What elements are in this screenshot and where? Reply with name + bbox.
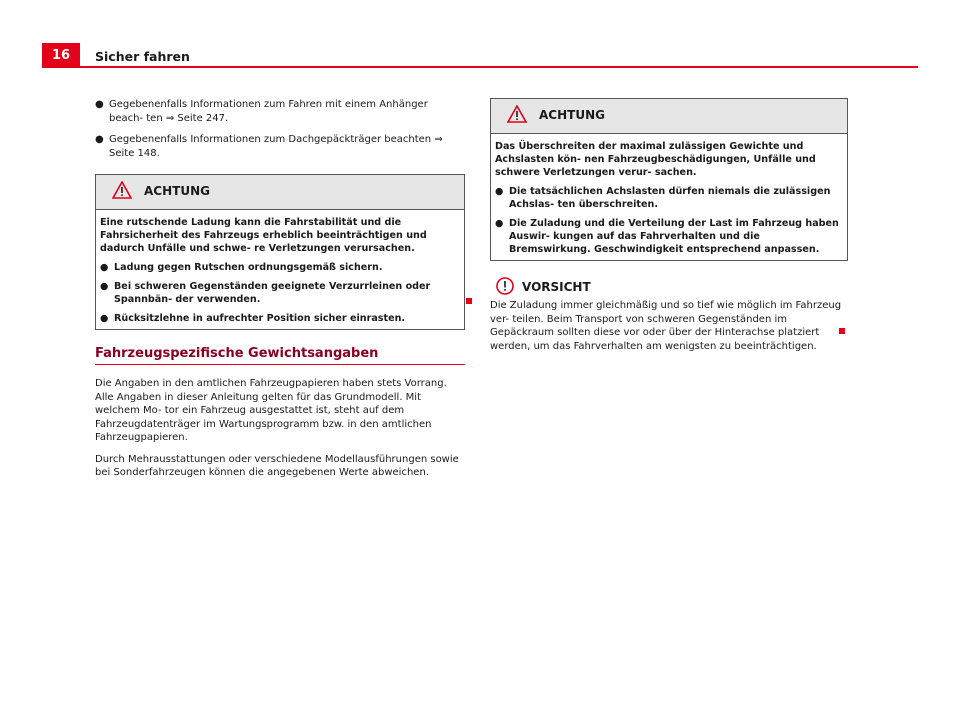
bullet-icon: ●: [495, 218, 504, 229]
bullet-icon: ●: [95, 134, 104, 145]
caution-header: [490, 277, 848, 299]
bullet-icon: ●: [495, 186, 504, 197]
list-item: ● Die tatsächlichen Achslasten dürfen niemals die zulässigen Achslas- ten überschreiten.: [495, 186, 831, 210]
list-item: ● Die Zuladung und die Verteilung der Last im Fahrzeug haben Auswir- kungen auf das Fahrverhalten und die Bremswirkung. Geschwindigkeit entsprechend anpassen.: [495, 218, 839, 255]
warning-title: ACHTUNG: [144, 184, 210, 198]
warning-title: ACHTUNG: [539, 108, 605, 122]
right-column: [490, 98, 848, 353]
bullet-icon: ●: [100, 313, 109, 324]
section-end-marker: [466, 298, 472, 304]
page-number: 16: [42, 43, 80, 67]
warning-body: [491, 134, 847, 260]
list-item: ● Bei schweren Gegenständen geeignete Verzurrleinen oder Spannbän- der verwenden.: [100, 281, 431, 305]
list-item: ● Gegebenenfalls Informationen zum Dachgepäckträger beachten ⇒ Seite 148.: [95, 134, 443, 159]
list-item: ● Gegebenenfalls Informationen zum Fahren mit einem Anhänger beach- ten ⇒ Seite 247.: [95, 99, 428, 124]
warning-header: [96, 175, 464, 210]
caution-icon: [496, 277, 514, 295]
section-end-marker: [839, 328, 845, 334]
section-body: [95, 377, 465, 488]
warning-intro: Das Überschreiten der maximal zulässigen Gewichte und Achslasten kön- nen Fahrzeugbeschädigungen, Unfälle und schwere Verletzungen verur- sachen.: [495, 141, 816, 178]
header-rule: [42, 66, 918, 68]
warning-box-left: [95, 174, 465, 330]
warning-box-right: [490, 98, 848, 261]
warning-intro: Eine rutschende Ladung kann die Fahrstabilität und die Fahrsicherheit des Fahrzeugs erheblich beeinträchtigen und dadurch Unfälle und schwe- re Verletzungen verursachen.: [100, 217, 427, 254]
paragraph: Durch Mehrausstattungen oder verschiedene Modellausführungen sowie bei Sonderfahrzeugen können die angegebenen Werte abweichen.: [95, 453, 459, 478]
warning-body: [96, 210, 464, 329]
warning-header: [491, 99, 847, 134]
bullet-icon: ●: [100, 281, 109, 292]
list-item: ● Ladung gegen Rutschen ordnungsgemäß sichern.: [100, 262, 383, 273]
paragraph: Die Angaben in den amtlichen Fahrzeugpapieren haben stets Vorrang. Alle Angaben in dieser Anleitung gelten für das Grundmodell. Mit welchem Mo- tor ein Fahrzeug ausgestattet ist, steht auf dem Fahrzeugdatenträger im Wartungsprogramm bzw. in den amtlichen Fahrzeugpapieren.: [95, 378, 447, 443]
left-column: [95, 98, 465, 330]
warning-triangle-icon: [507, 105, 527, 123]
caution-title: VORSICHT: [522, 280, 591, 294]
header-title: Sicher fahren: [95, 49, 190, 64]
bullet-icon: ●: [100, 262, 109, 273]
bullet-icon: ●: [95, 99, 104, 110]
list-item: ● Rücksitzlehne in aufrechter Position sicher einrasten.: [100, 313, 406, 324]
caution-text: Die Zuladung immer gleichmäßig und so tief wie möglich im Fahrzeug ver- teilen. Beim Transport von schweren Gegenständen im Gepäckraum sollten diese vor oder über der Hinterachse platziert werden, um das Fahrverhalten am wenigsten zu beeinträchtigen.: [490, 300, 842, 352]
section-title: Fahrzeugspezifische Gewichtsangaben: [95, 346, 379, 361]
section-rule: [95, 364, 465, 365]
warning-triangle-icon: [112, 181, 132, 199]
